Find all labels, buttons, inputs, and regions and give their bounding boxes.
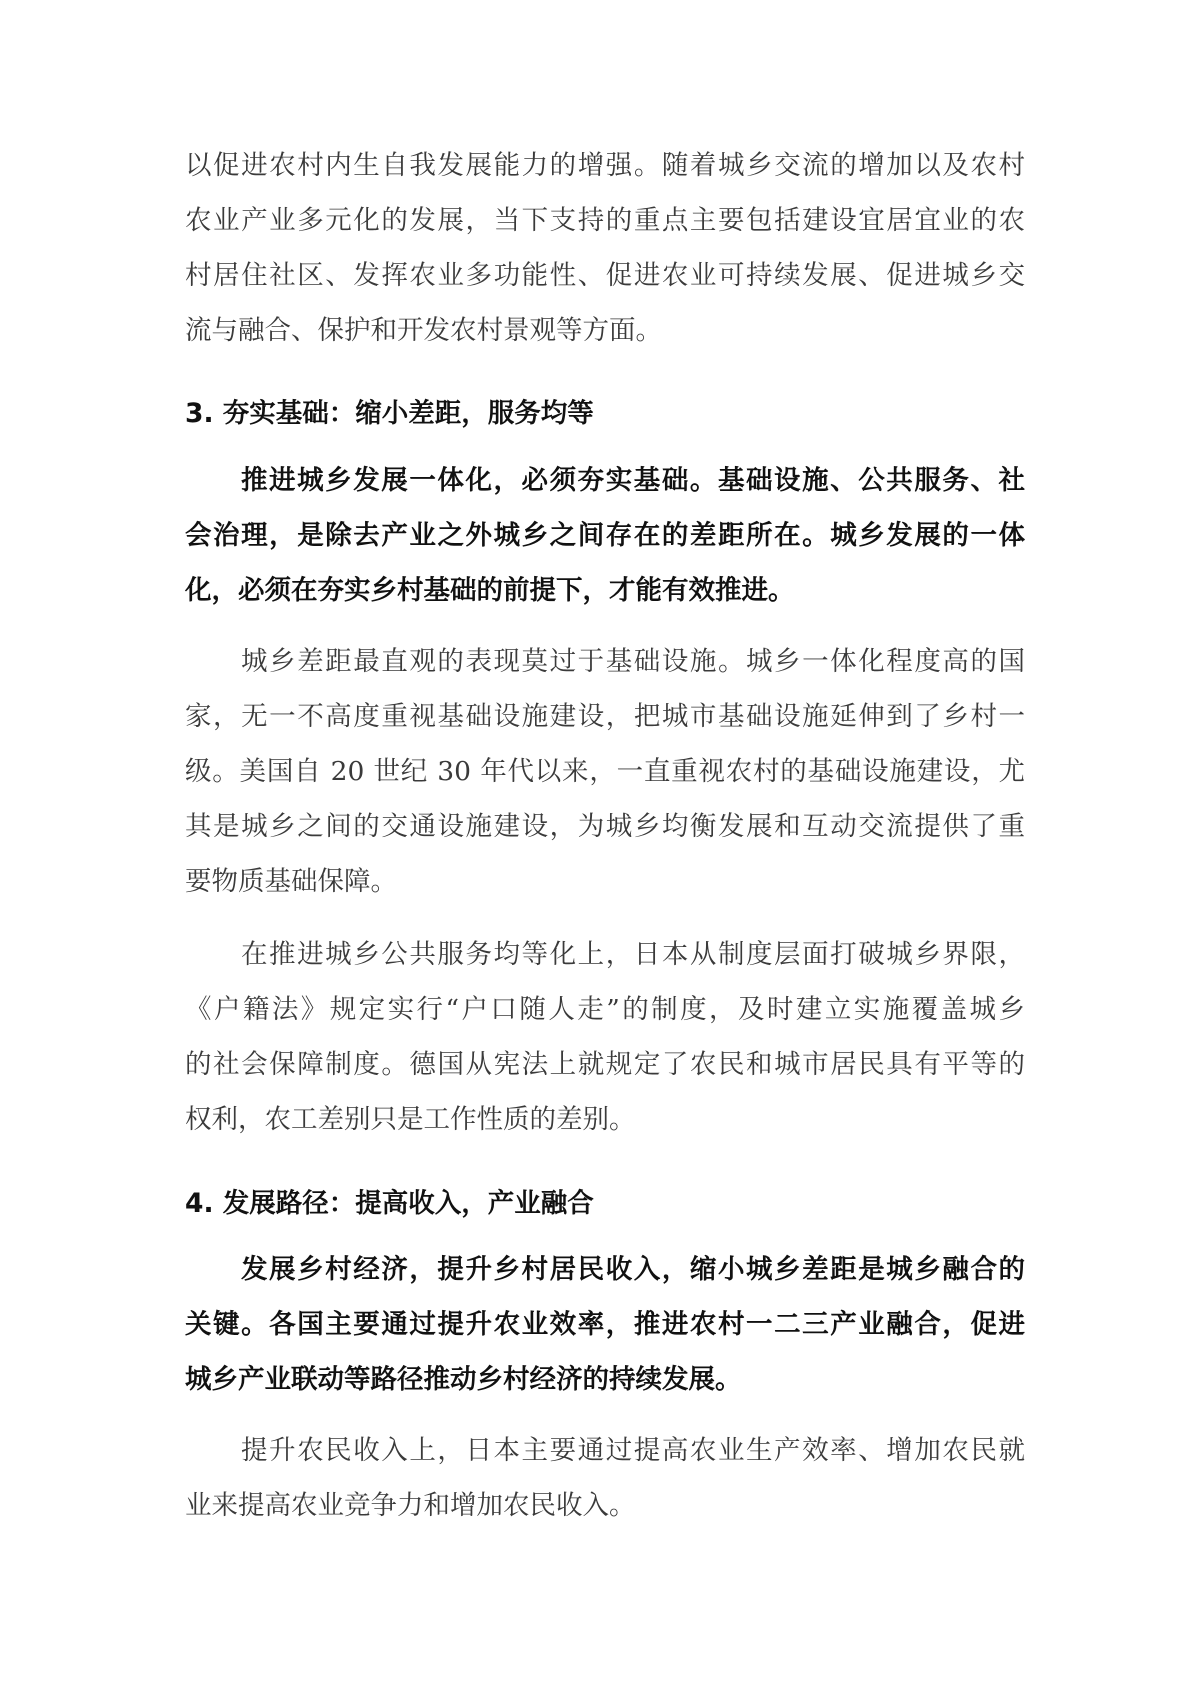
text-line: 城乡差距最直观的表现莫过于基础设施。城乡一体化程度高的国 (241, 646, 1025, 677)
text-line: 村居住社区、发挥农业多功能性、促进农业可持续发展、促进城乡交 (185, 260, 1025, 291)
text-line: 化，必须在夯实乡村基础的前提下，才能有效推进。 (185, 575, 795, 606)
text-line: 流与融合、保护和开发农村景观等方面。 (185, 315, 662, 346)
text-line: 农业产业多元化的发展，当下支持的重点主要包括建设宜居宜业的农 (185, 205, 1025, 236)
text-line: 发展乡村经济，提升乡村居民收入，缩小城乡差距是城乡融合的 (241, 1254, 1025, 1285)
text-line: 推进城乡发展一体化，必须夯实基础。基础设施、公共服务、社 (241, 465, 1025, 496)
text-line: 权利，农工差别只是工作性质的差别。 (185, 1104, 636, 1135)
text-line: 的社会保障制度。德国从宪法上就规定了农民和城市居民具有平等的 (185, 1049, 1025, 1080)
text-line: 《户籍法》规定实行“户口随人走”的制度，及时建立实施覆盖城乡 (185, 994, 1025, 1025)
text-line: 其是城乡之间的交通设施建设，为城乡均衡发展和互动交流提供了重 (185, 811, 1025, 842)
text-line: 要物质基础保障。 (185, 866, 397, 897)
text-line: 级。美国自 20 世纪 30 年代以来，一直重视农村的基础设施建设，尤 (185, 756, 1025, 787)
text-line: 业来提高农业竞争力和增加农民收入。 (185, 1490, 636, 1521)
section-heading-4: 4. 发展路径：提高收入，产业融合 (185, 1188, 594, 1219)
text-line: 家，无一不高度重视基础设施建设，把城市基础设施延伸到了乡村一 (185, 701, 1025, 732)
section-heading-3: 3. 夯实基础：缩小差距，服务均等 (185, 398, 594, 429)
text-line: 提升农民收入上，日本主要通过提高农业生产效率、增加农民就 (241, 1435, 1025, 1466)
text-line: 城乡产业联动等路径推动乡村经济的持续发展。 (185, 1364, 742, 1395)
text-line: 会治理，是除去产业之外城乡之间存在的差距所在。城乡发展的一体 (185, 520, 1025, 551)
text-line: 以促进农村内生自我发展能力的增强。随着城乡交流的增加以及农村 (185, 150, 1025, 181)
text-line: 关键。各国主要通过提升农业效率，推进农村一二三产业融合，促进 (185, 1309, 1025, 1340)
text-line: 在推进城乡公共服务均等化上，日本从制度层面打破城乡界限， (241, 939, 1025, 970)
